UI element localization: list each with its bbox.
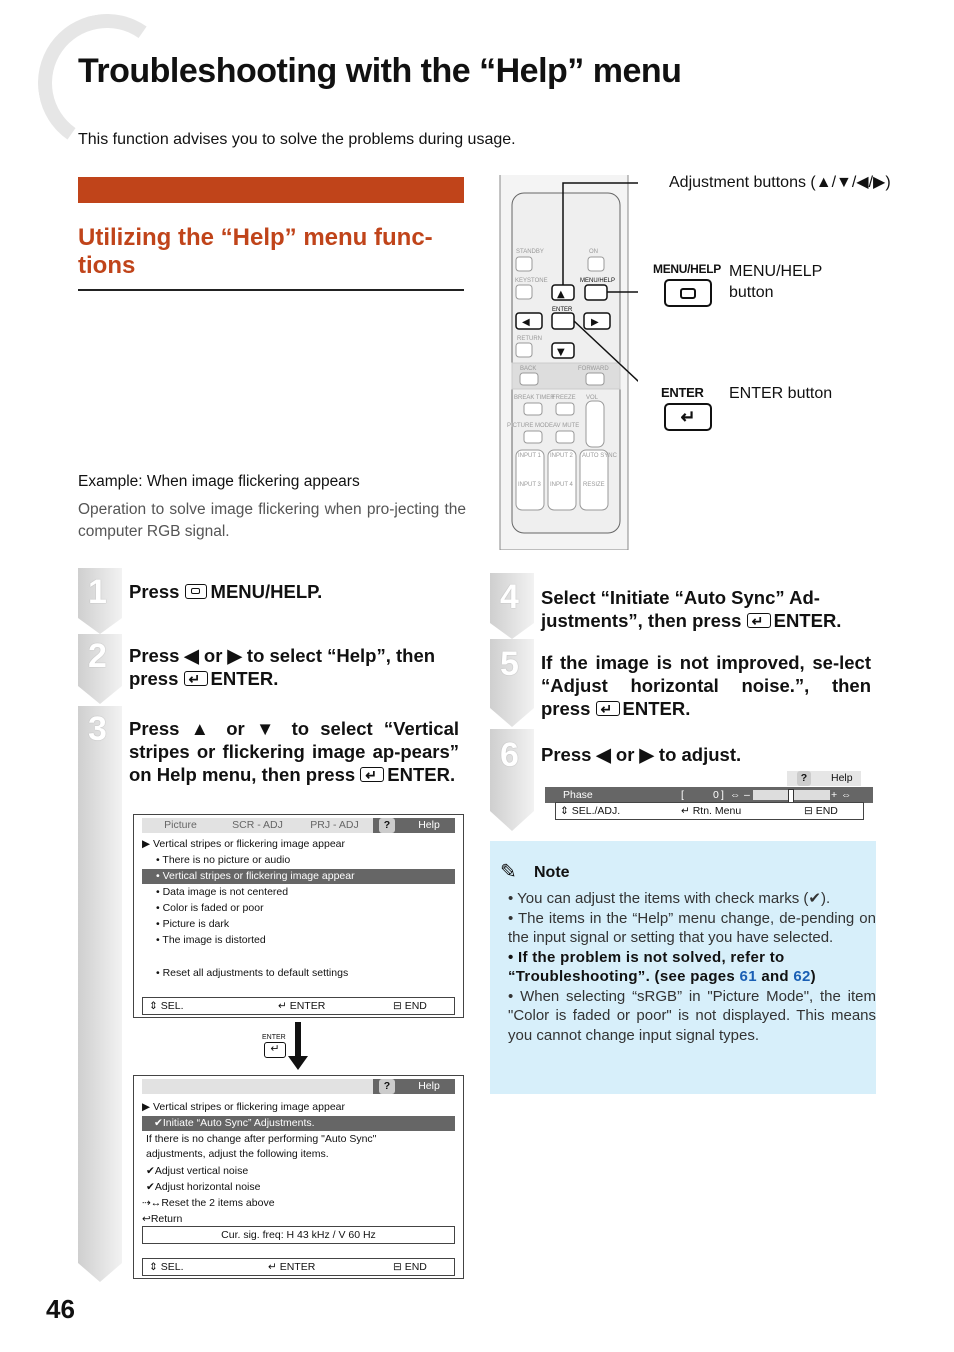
step-number-3: 3 [88, 710, 107, 748]
section-color-bar [78, 177, 464, 203]
end-hint: ⊟ END [393, 1000, 427, 1012]
list-item[interactable]: • Picture is dark [156, 918, 230, 930]
menu-help-button-icon [664, 279, 712, 307]
list-item[interactable]: • The image is distorted [156, 934, 266, 946]
svg-text:INPUT 2: INPUT 2 [550, 453, 573, 459]
list-item[interactable]: • Data image is not centered [156, 886, 289, 898]
remote-control-illustration [490, 175, 638, 550]
step-2-text: Press ◀ or ▶ to select “Help”, then press ↵ ENTER. [129, 644, 464, 690]
tab-prj-adj[interactable]: PRJ - ADJ [310, 819, 359, 831]
callout-menu-help: MENU/HELP button [729, 263, 823, 301]
tab-picture[interactable]: Picture [164, 819, 197, 831]
note-item: • The items in the “Help” menu change, de-pending on the input signal or setting that you have selected. [508, 909, 876, 946]
list-item-selected[interactable]: • Vertical stripes or flickering image appear [142, 869, 455, 884]
note-item: • You can adjust the items with check marks (✔). [508, 890, 831, 907]
svg-text:RETURN: RETURN [517, 336, 542, 342]
svg-text:INPUT 3: INPUT 3 [518, 482, 541, 488]
svg-text:▲: ▲ [557, 289, 565, 300]
enter-key-label: ENTER [661, 385, 704, 400]
page-link-61[interactable]: 61 [739, 968, 757, 985]
step-number-6: 6 [500, 736, 519, 774]
note-item: • If the problem is not solved, refer to “Troubleshooting”. (see pages 61 and 62) [508, 948, 816, 985]
tab-help[interactable]: ? Help [373, 1079, 455, 1094]
menu-help-icon [185, 584, 207, 599]
reset-two-item[interactable]: ⇢↔Reset the 2 items above [142, 1197, 275, 1209]
enter-arrow-label: ENTER [262, 1034, 286, 1041]
enter-icon [747, 613, 771, 628]
info-text-1: If there is no change after performing "Auto Sync" [146, 1133, 377, 1145]
note-title: Note [534, 864, 570, 881]
note-item: • When selecting “sRGB” in "Picture Mode", the item "Color is faded or poor" is not displayed. This means you cannot change input signal types. [508, 987, 876, 1044]
list-item[interactable]: • Color is faded or poor [156, 902, 264, 914]
enter-press-icon: ↵ [264, 1042, 286, 1058]
adjust-horizontal-item[interactable]: ✔Adjust horizontal noise [146, 1181, 261, 1193]
example-label: Example: When image flickering appears [78, 473, 360, 490]
note-box [490, 841, 876, 1094]
callout-enter: ENTER button [729, 385, 833, 402]
enter-icon [596, 701, 620, 716]
step-6-text: Press ◀ or ▶ to adjust. [541, 744, 742, 765]
svg-text:ENTER: ENTER [552, 307, 573, 313]
enter-hint: ↵ ENTER [278, 1000, 326, 1012]
menu-tabs [142, 818, 455, 833]
return-item[interactable]: ↩Return [142, 1213, 183, 1225]
end-hint: ⊟ END [804, 805, 838, 817]
phase-slider-thumb[interactable] [788, 789, 794, 803]
svg-text:VOL: VOL [586, 395, 599, 401]
section-heading: Utilizing the “Help” menu func-tions [78, 224, 433, 279]
list-item[interactable]: • There is no picture or audio [156, 854, 291, 866]
help-tab-small: ? Help [787, 771, 861, 786]
info-text-2: adjustments, adjust the following items. [146, 1148, 329, 1160]
tab-help[interactable]: ? Help [373, 818, 455, 833]
screen-footer [142, 997, 455, 1015]
svg-text:AUTO SYNC: AUTO SYNC [582, 453, 617, 459]
sel-adj-hint: ⇕ SEL./ADJ. [560, 805, 621, 817]
screen-footer [142, 1258, 455, 1276]
phase-value: 0 [713, 789, 719, 801]
svg-text:▶: ▶ [591, 317, 599, 328]
signal-frequency: Cur. sig. freq: H 43 kHz / V 60 Hz [142, 1226, 455, 1244]
svg-text:INPUT 1: INPUT 1 [518, 453, 541, 459]
list-header: ▶ Vertical stripes or flickering image appear [142, 1101, 346, 1113]
help-icon: ? [379, 818, 395, 833]
step-number-5: 5 [500, 645, 519, 683]
page-link-62[interactable]: 62 [793, 968, 811, 985]
svg-text:FREEZE: FREEZE [552, 395, 576, 401]
svg-text:FORWARD: FORWARD [578, 366, 609, 372]
wide-icon: ⇔ [841, 789, 852, 801]
initiate-auto-sync-item[interactable]: ✔Initiate “Auto Sync” Adjustments. [142, 1116, 455, 1131]
svg-text:◀: ◀ [522, 317, 530, 328]
callout-adjustment-buttons: Adjustment buttons (▲/▼/◀/▶) [669, 174, 891, 191]
step-4-text: Select “Initiate “Auto Sync” Ad-justments”, then press ↵ ENTER. [541, 586, 871, 632]
return-hint: ↵ Rtn. Menu [681, 805, 742, 817]
svg-text:▼: ▼ [557, 347, 565, 358]
help-menu-screen-2 [133, 1075, 464, 1279]
menu-tabs [142, 1079, 455, 1094]
enter-icon [184, 671, 208, 686]
section-divider [78, 289, 464, 291]
help-icon: ? [797, 771, 811, 786]
pencil-icon: ✎ [500, 861, 517, 883]
intro-text: This function advises you to solve the problems during usage. [78, 131, 516, 148]
enter-button-icon: ↵ [664, 403, 712, 431]
phase-adjust-bar[interactable]: Phase [ 0 ] ⇔ – + ⇔ [545, 787, 873, 803]
step-number-1: 1 [88, 573, 107, 611]
enter-hint: ↵ ENTER [268, 1261, 316, 1273]
phase-label: Phase [563, 789, 593, 801]
help-menu-screen-1 [133, 814, 464, 1018]
svg-text:RESIZE: RESIZE [583, 482, 605, 488]
step-number-2: 2 [88, 637, 107, 675]
help-icon: ? [379, 1079, 395, 1094]
svg-text:KEYSTONE: KEYSTONE [515, 278, 548, 284]
narrow-icon: ⇔ [730, 789, 741, 801]
sel-hint: ⇕ SEL. [149, 1000, 184, 1012]
svg-text:STANDBY: STANDBY [516, 249, 544, 255]
down-arrow-icon [286, 1022, 310, 1072]
svg-text:BACK: BACK [520, 366, 537, 372]
svg-text:INPUT 4: INPUT 4 [550, 482, 573, 488]
tab-scr-adj[interactable]: SCR - ADJ [232, 819, 283, 831]
reset-item[interactable]: • Reset all adjustments to default settings [156, 967, 349, 979]
step-1-text: Press MENU/HELP. [129, 581, 323, 602]
page-title: Troubleshooting with the “Help” menu [78, 52, 682, 90]
sel-hint: ⇕ SEL. [149, 1261, 184, 1273]
adjust-vertical-item[interactable]: ✔Adjust vertical noise [146, 1165, 249, 1177]
end-hint: ⊟ END [393, 1261, 427, 1273]
step-5-text: If the image is not improved, se-lect “Adjust horizontal noise.”, then press ↵ ENTER. [541, 651, 871, 720]
menu-help-key-label: MENU/HELP [653, 262, 721, 276]
list-header: ▶ Vertical stripes or flickering image appear [142, 838, 346, 850]
svg-text:MENU/HELP: MENU/HELP [580, 278, 616, 284]
page-number: 46 [46, 1294, 75, 1324]
example-text: Operation to solve image flickering when pro-jecting the computer RGB signal. [78, 501, 466, 540]
note-list [490, 889, 876, 1045]
svg-text:ON: ON [589, 249, 598, 255]
step-3-text: Press ▲ or ▼ to select “Vertical stripes or flickering image ap-pears” on Help menu, then press ↵ ENTER. [129, 717, 459, 786]
svg-text:AV MUTE: AV MUTE [553, 423, 580, 429]
step-number-4: 4 [500, 578, 519, 616]
enter-icon [360, 767, 384, 782]
svg-text:BREAK TIMER: BREAK TIMER [514, 395, 555, 401]
screen3-footer [555, 802, 864, 820]
return-icon: ↩ [142, 1213, 151, 1225]
svg-text:PICTURE MODE: PICTURE MODE [507, 423, 554, 429]
